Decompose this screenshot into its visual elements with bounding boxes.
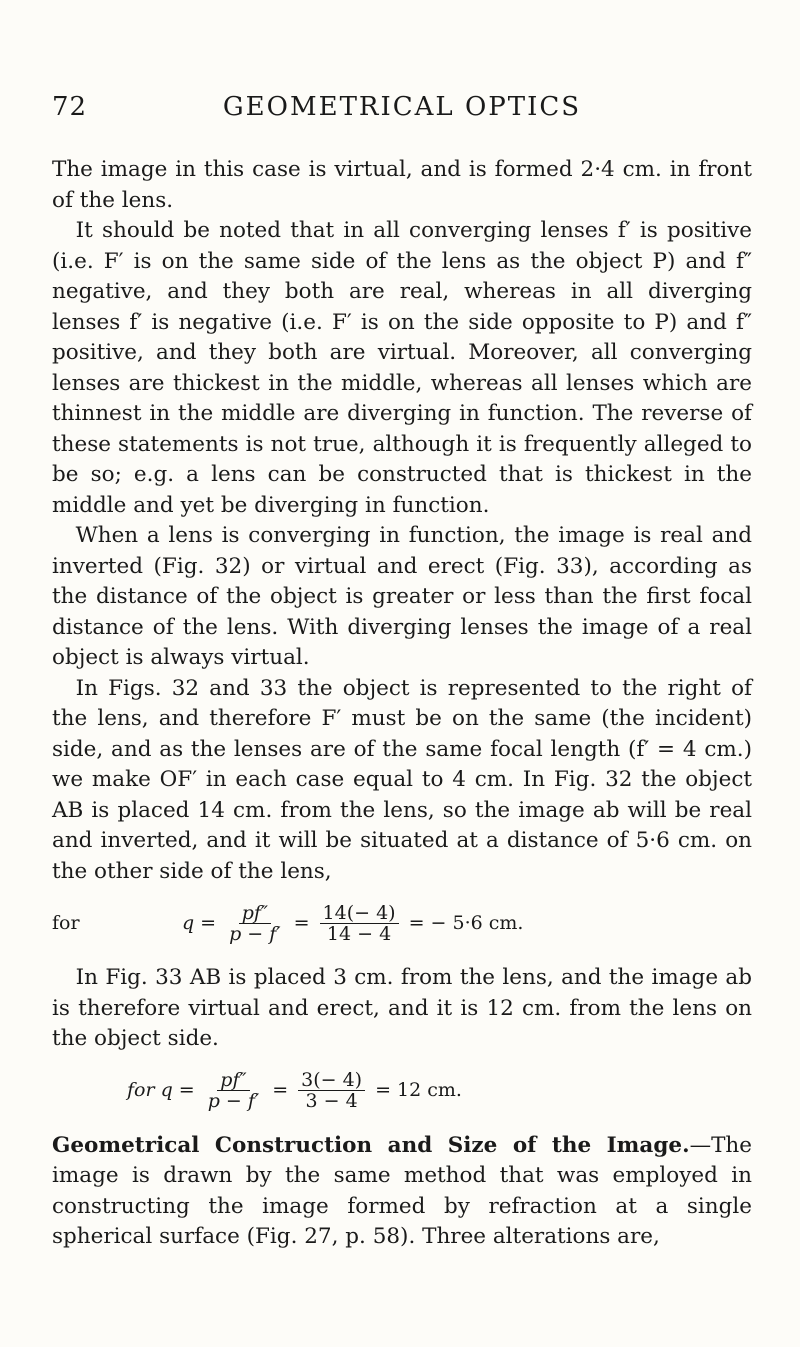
paragraph-2: It should be noted that in all converging lenses f′ is positive (i.e. F′ is on the same side of the lens as the object P) and f″ negative, and they both are real, whereas in all diverging lenses f′ is negative (i.e. F′ is on the side opposite to P) and f″ positive, and they both are virtual. Moreover, all converging lenses are thickest in the middle, whereas all lenses which are thinnest in the middle are diverging in function. The reverse of these statements is not true, although it is frequently alleged to be so; e.g. a lens can be constructed that is thickest in the middle and yet be diverging in function. <box>52 218 752 518</box>
section-heading: Geometrical Construction and Size of the Image. <box>52 1132 690 1158</box>
formula-2-fraction-2-numerator: 3(− 4) <box>298 1070 365 1091</box>
formula-2-fraction-2-denominator: 3 − 4 <box>305 1090 358 1112</box>
formula-1-equals-2: = <box>293 911 310 934</box>
formula-1-fraction-2-denominator: 14 − 4 <box>326 922 392 945</box>
paragraph-3: When a lens is converging in function, the image is real and inverted (Fig. 32) or virtual and erect (Fig. 33), according as the distance of the object is greater or less than the first focal distance of the lens. With diverging lenses the image of a real object is always virtual. <box>52 523 752 670</box>
formula-1-fraction-1-numerator: pf″ <box>239 903 271 924</box>
formula-1-fraction-1-denominator: p − f′ <box>229 922 281 945</box>
formula-2-result: 12 cm. <box>397 1079 462 1102</box>
formula-2-lead: for q <box>127 1079 173 1102</box>
running-head: GEOMETRICAL OPTICS <box>222 92 582 122</box>
formula-1-result: − 5·6 cm. <box>430 911 524 934</box>
formula-2-fraction-1-denominator: p − f′ <box>207 1090 260 1112</box>
formula-1-equals-3: = <box>408 911 425 934</box>
page-header <box>52 92 752 128</box>
formula-2-equals-3: = <box>375 1079 392 1102</box>
page-number: 72 <box>52 92 88 122</box>
formula-1 <box>52 893 752 953</box>
formula-2-fraction-1-numerator: pf″ <box>217 1070 249 1091</box>
formula-1-lhs: q <box>182 911 195 934</box>
formula-2 <box>127 1061 752 1121</box>
formula-2-fraction-1 <box>205 1070 263 1111</box>
paragraph-4: In Figs. 32 and 33 the object is represented to the right of the lens, and therefore F′ must be on the same (the incident) side, and as the lenses are of the same focal length (f′ = 4 cm.) we make OF′ in each case equal to 4 cm. In Fig. 32 the object AB is placed 14 cm. from the lens, so the image ab will be real and inverted, and it will be situated at a distance of 5·6 cm. on the other side of the lens, <box>52 675 752 884</box>
page-body <box>52 155 752 1253</box>
formula-2-fraction-2 <box>298 1070 365 1111</box>
formula-1-lead: for <box>52 911 80 934</box>
paragraph-1: The image in this case is virtual, and is formed 2·4 cm. in front of the lens. <box>52 157 752 213</box>
formula-2-equals-1: = <box>178 1079 195 1102</box>
formula-2-equals-2: = <box>272 1079 289 1102</box>
formula-1-equals-1: = <box>200 911 217 934</box>
paragraph-5: In Fig. 33 AB is placed 3 cm. from the lens, and the image ab is therefore virtual and erect, and it is 12 cm. from the lens on the object side. <box>52 965 752 1051</box>
formula-1-fraction-2 <box>320 903 399 944</box>
paragraph-6 <box>52 1131 752 1253</box>
formula-1-fraction-2-numerator: 14(− 4) <box>320 903 399 924</box>
paragraph-6-text: —The image is drawn by the same method that was employed in constructing the image formed by refraction at a single spherical surface (Fig. 27, p. 58). Three alterations are, <box>52 1132 752 1249</box>
formula-1-fraction-1 <box>226 903 284 944</box>
